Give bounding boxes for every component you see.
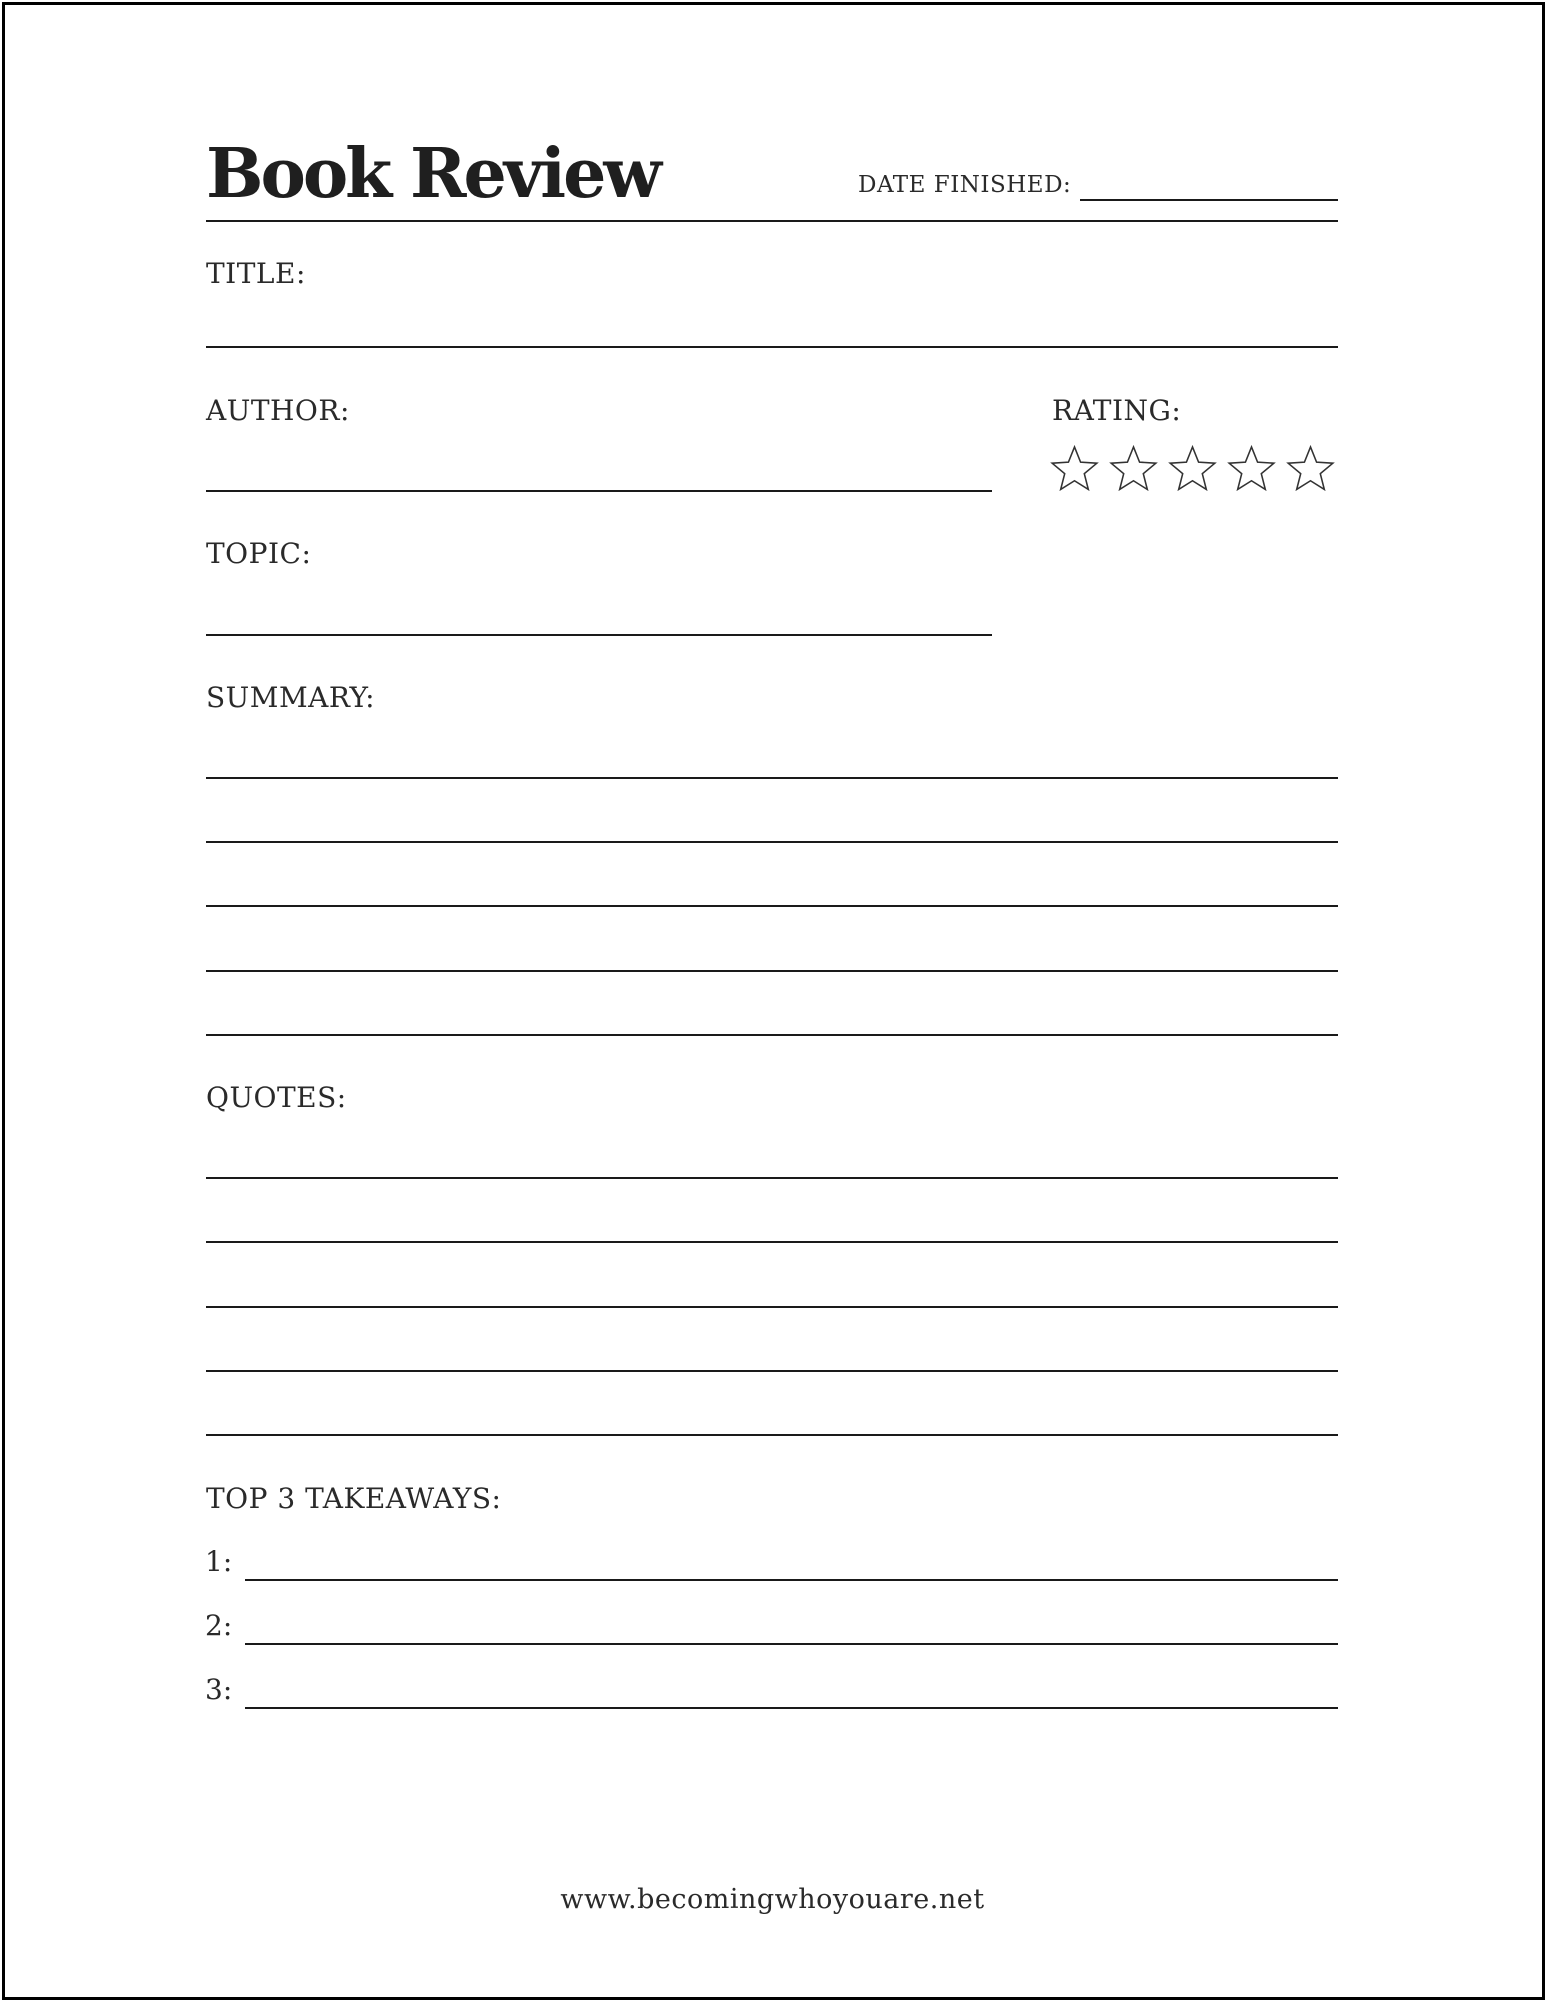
- summary-line[interactable]: [206, 777, 1338, 779]
- star-outline-icon[interactable]: [1286, 444, 1335, 493]
- star-outline-icon[interactable]: [1109, 444, 1158, 493]
- summary-line[interactable]: [206, 970, 1338, 972]
- date-finished-line[interactable]: [1080, 199, 1338, 201]
- title-line[interactable]: [206, 346, 1338, 348]
- header-divider: [206, 220, 1338, 222]
- takeaway-number: 1:: [205, 1545, 233, 1578]
- summary-line[interactable]: [206, 1034, 1338, 1036]
- topic-line[interactable]: [206, 634, 992, 636]
- topic-label: TOPIC:: [206, 537, 312, 570]
- takeaway-line[interactable]: [245, 1643, 1338, 1645]
- page-title: Book Review: [206, 134, 659, 214]
- summary-line[interactable]: [206, 841, 1338, 843]
- quotes-line[interactable]: [206, 1434, 1338, 1436]
- date-finished-label: DATE FINISHED:: [858, 172, 1072, 198]
- author-label: AUTHOR:: [206, 394, 350, 427]
- takeaway-number: 3:: [205, 1673, 233, 1706]
- star-outline-icon[interactable]: [1168, 444, 1217, 493]
- quotes-line[interactable]: [206, 1370, 1338, 1372]
- summary-line[interactable]: [206, 905, 1338, 907]
- quotes-line[interactable]: [206, 1177, 1338, 1179]
- quotes-line[interactable]: [206, 1306, 1338, 1308]
- rating-label: RATING:: [1052, 394, 1182, 427]
- takeaways-label: TOP 3 TAKEAWAYS:: [206, 1482, 502, 1515]
- rating-stars: [1050, 444, 1335, 493]
- takeaway-line[interactable]: [245, 1707, 1338, 1709]
- quotes-line[interactable]: [206, 1241, 1338, 1243]
- star-outline-icon[interactable]: [1050, 444, 1099, 493]
- summary-label: SUMMARY:: [206, 681, 376, 714]
- takeaway-number: 2:: [205, 1609, 233, 1642]
- title-label: TITLE:: [206, 257, 306, 290]
- takeaway-line[interactable]: [245, 1579, 1338, 1581]
- author-line[interactable]: [206, 490, 992, 492]
- footer-url[interactable]: www.becomingwhoyouare.net: [560, 1884, 985, 1915]
- quotes-label: QUOTES:: [206, 1081, 347, 1114]
- star-outline-icon[interactable]: [1227, 444, 1276, 493]
